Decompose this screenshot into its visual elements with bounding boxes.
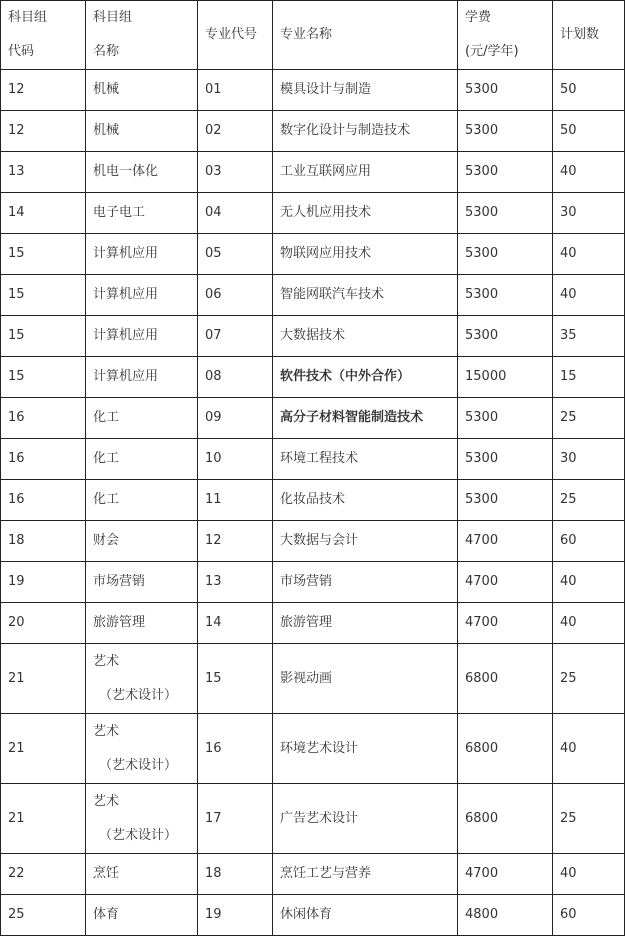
table-row (1, 439, 625, 480)
cell-group-code: 16 (1, 480, 86, 521)
cell-group-name (86, 784, 198, 854)
cell-tuition: 5300 (458, 275, 553, 316)
cell-group-code: 12 (1, 70, 86, 111)
cell-group-code: 21 (1, 784, 86, 854)
cell-group-name (86, 714, 198, 784)
cell-group-code: 21 (1, 644, 86, 714)
cell-major-name: 休闲体育 (273, 895, 458, 936)
cell-tuition: 5300 (458, 480, 553, 521)
cell-group-code: 15 (1, 275, 86, 316)
cell-plan: 30 (553, 439, 625, 480)
header-group-code-line2: 代码 (8, 44, 35, 59)
cell-major-code: 06 (198, 275, 273, 316)
cell-group-name: 机械 (86, 111, 198, 152)
table-body (1, 70, 625, 936)
cell-group-code: 21 (1, 714, 86, 784)
header-group-code-line1: 科目组 (8, 10, 48, 25)
cell-plan: 40 (553, 275, 625, 316)
table-row (1, 275, 625, 316)
cell-major-code: 17 (198, 784, 273, 854)
header-row (1, 1, 625, 70)
cell-major-name: 模具设计与制造 (273, 70, 458, 111)
cell-major-name: 影视动画 (273, 644, 458, 714)
cell-tuition: 6800 (458, 644, 553, 714)
group-name-sub: （艺术设计） (99, 687, 178, 703)
table-row (1, 603, 625, 644)
cell-tuition: 5300 (458, 193, 553, 234)
cell-major-code: 15 (198, 644, 273, 714)
cell-major-code: 08 (198, 357, 273, 398)
cell-tuition: 5300 (458, 439, 553, 480)
table-row (1, 895, 625, 936)
group-name-main: 艺术 (93, 793, 120, 809)
cell-plan: 25 (553, 398, 625, 439)
cell-major-code: 11 (198, 480, 273, 521)
cell-tuition: 4700 (458, 521, 553, 562)
table-row (1, 193, 625, 234)
cell-major-code: 16 (198, 714, 273, 784)
cell-major-code: 14 (198, 603, 273, 644)
cell-major-name: 旅游管理 (273, 603, 458, 644)
cell-major-name: 智能网联汽车技术 (273, 275, 458, 316)
cell-tuition: 4700 (458, 854, 553, 895)
cell-plan: 40 (553, 603, 625, 644)
cell-plan: 25 (553, 480, 625, 521)
cell-group-name: 化工 (86, 398, 198, 439)
group-name-sub: （艺术设计） (99, 827, 178, 843)
cell-major-name: 大数据技术 (273, 316, 458, 357)
header-group-name-line1: 科目组 (93, 10, 133, 25)
cell-major-code: 02 (198, 111, 273, 152)
cell-group-name: 机电一体化 (86, 152, 198, 193)
cell-tuition: 5300 (458, 234, 553, 275)
cell-tuition: 5300 (458, 398, 553, 439)
group-name-main: 艺术 (93, 723, 120, 739)
cell-major-code: 01 (198, 70, 273, 111)
cell-major-name: 大数据与会计 (273, 521, 458, 562)
table-row (1, 316, 625, 357)
cell-tuition: 5300 (458, 152, 553, 193)
cell-major-name: 数字化设计与制造技术 (273, 111, 458, 152)
cell-plan: 15 (553, 357, 625, 398)
table-row (1, 70, 625, 111)
header-group-name (86, 1, 198, 70)
table-row (1, 562, 625, 603)
cell-major-code: 05 (198, 234, 273, 275)
cell-plan: 25 (553, 784, 625, 854)
cell-group-name: 化工 (86, 439, 198, 480)
cell-group-code: 16 (1, 398, 86, 439)
header-tuition (458, 1, 553, 70)
cell-tuition: 15000 (458, 357, 553, 398)
cell-major-code: 03 (198, 152, 273, 193)
cell-plan: 40 (553, 562, 625, 603)
cell-major-name: 环境工程技术 (273, 439, 458, 480)
cell-major-name: 烹饪工艺与营养 (273, 854, 458, 895)
cell-major-name: 软件技术（中外合作） (273, 357, 458, 398)
table-row (1, 714, 625, 784)
cell-group-name: 机械 (86, 70, 198, 111)
cell-group-code: 18 (1, 521, 86, 562)
table-row (1, 784, 625, 854)
cell-group-name: 体育 (86, 895, 198, 936)
cell-plan: 40 (553, 714, 625, 784)
table-row (1, 398, 625, 439)
header-major-code: 专业代号 (198, 1, 273, 70)
cell-group-name: 计算机应用 (86, 316, 198, 357)
cell-tuition: 4800 (458, 895, 553, 936)
cell-group-name: 计算机应用 (86, 357, 198, 398)
cell-tuition: 6800 (458, 714, 553, 784)
cell-tuition: 5300 (458, 111, 553, 152)
table-header (1, 1, 625, 70)
cell-major-code: 12 (198, 521, 273, 562)
cell-group-code: 19 (1, 562, 86, 603)
cell-major-code: 18 (198, 854, 273, 895)
cell-major-name: 广告艺术设计 (273, 784, 458, 854)
cell-tuition: 5300 (458, 316, 553, 357)
header-tuition-line2: (元/学年) (465, 44, 519, 59)
cell-plan: 40 (553, 234, 625, 275)
cell-major-code: 07 (198, 316, 273, 357)
group-name-sub: （艺术设计） (99, 757, 178, 773)
cell-major-name: 无人机应用技术 (273, 193, 458, 234)
cell-major-name: 市场营销 (273, 562, 458, 603)
table-row (1, 357, 625, 398)
cell-group-code: 25 (1, 895, 86, 936)
cell-group-code: 15 (1, 357, 86, 398)
cell-tuition: 5300 (458, 70, 553, 111)
cell-group-name (86, 644, 198, 714)
header-group-name-line2: 名称 (93, 44, 120, 59)
cell-major-code: 19 (198, 895, 273, 936)
cell-tuition: 4700 (458, 562, 553, 603)
cell-group-code: 15 (1, 316, 86, 357)
cell-major-code: 09 (198, 398, 273, 439)
cell-major-name: 工业互联网应用 (273, 152, 458, 193)
cell-plan: 60 (553, 521, 625, 562)
cell-plan: 50 (553, 111, 625, 152)
header-group-code (1, 1, 86, 70)
cell-major-code: 10 (198, 439, 273, 480)
cell-group-code: 13 (1, 152, 86, 193)
cell-group-code: 16 (1, 439, 86, 480)
cell-group-code: 22 (1, 854, 86, 895)
cell-major-name: 物联网应用技术 (273, 234, 458, 275)
cell-major-name: 高分子材料智能制造技术 (273, 398, 458, 439)
table-row (1, 111, 625, 152)
cell-group-name: 电子电工 (86, 193, 198, 234)
cell-group-code: 14 (1, 193, 86, 234)
header-plan: 计划数 (553, 1, 625, 70)
cell-group-code: 15 (1, 234, 86, 275)
header-major-name: 专业名称 (273, 1, 458, 70)
table-row (1, 152, 625, 193)
cell-major-code: 04 (198, 193, 273, 234)
table-row (1, 480, 625, 521)
cell-group-name: 计算机应用 (86, 234, 198, 275)
cell-tuition: 4700 (458, 603, 553, 644)
cell-plan: 30 (553, 193, 625, 234)
cell-group-code: 12 (1, 111, 86, 152)
table-row (1, 644, 625, 714)
cell-group-name: 化工 (86, 480, 198, 521)
cell-plan: 25 (553, 644, 625, 714)
cell-group-name: 财会 (86, 521, 198, 562)
cell-major-code: 13 (198, 562, 273, 603)
cell-group-name: 市场营销 (86, 562, 198, 603)
table-row (1, 521, 625, 562)
cell-group-code: 20 (1, 603, 86, 644)
cell-plan: 35 (553, 316, 625, 357)
cell-plan: 50 (553, 70, 625, 111)
cell-group-name: 旅游管理 (86, 603, 198, 644)
table-row (1, 854, 625, 895)
cell-plan: 60 (553, 895, 625, 936)
cell-plan: 40 (553, 854, 625, 895)
cell-group-name: 烹饪 (86, 854, 198, 895)
group-name-main: 艺术 (93, 653, 120, 669)
header-tuition-line1: 学费 (465, 10, 492, 25)
table-row (1, 234, 625, 275)
cell-major-name: 环境艺术设计 (273, 714, 458, 784)
cell-tuition: 6800 (458, 784, 553, 854)
cell-major-name: 化妆品技术 (273, 480, 458, 521)
cell-group-name: 计算机应用 (86, 275, 198, 316)
cell-plan: 40 (553, 152, 625, 193)
